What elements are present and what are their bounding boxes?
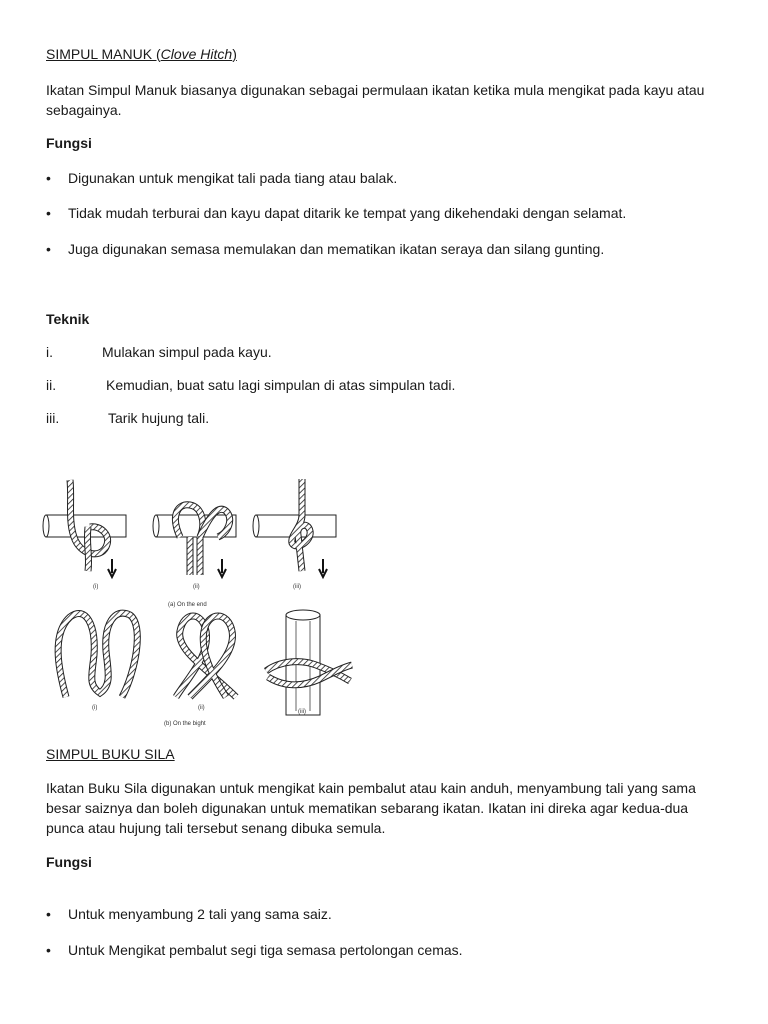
title-suffix: ) [232,46,237,62]
simpul-manuk-intro: Ikatan Simpul Manuk biasanya digunakan sebagai permulaan ikatan ketika mula mengikat pada kayu atau sebagainya. [46,82,705,118]
step-number: i. [46,344,53,360]
section-title-simpul-buku-sila: SIMPUL BUKU SILA [46,746,175,762]
fungsi-item-text: Digunakan untuk mengikat tali pada tiang atau balak. [68,170,398,186]
fig-a-label-ii: (ii) [193,584,200,590]
step-number: iii. [46,410,60,426]
fungsi-item-text: Juga digunakan semasa memulakan dan mematikan ikatan seraya dan silang gunting. [68,241,605,257]
bullet-icon: • [46,170,51,186]
knot-illustration [40,475,360,733]
fungsi-item-text: Tidak mudah terburai dan kayu dapat ditarik ke tempat yang dikehendaki dengan selamat. [68,205,627,221]
fig-a-caption: (a) On the end [168,602,207,608]
simpul-buku-sila-intro: Ikatan Buku Sila digunakan untuk mengikat kain pembalut atau kain anduh, menyambung tali yang sama besar saiznya dan boleh digunakan untuk mematikan sebarang ikatan. Ikatan ini direka agar kedua-dua punca atau hujung tali tersebut senang dibuka semula. [46,780,696,836]
bullet-icon: • [46,241,51,257]
bullet-icon: • [46,205,51,221]
fungsi-heading-2: Fungsi [46,854,92,870]
fungsi-heading-1: Fungsi [46,135,92,151]
bight-step-1-drawing [58,613,137,697]
title-prefix: SIMPUL MANUK ( [46,46,161,62]
clove-hitch-step-3-drawing [253,479,336,577]
section-title-simpul-manuk [46,46,237,62]
step-text: Kemudian, buat satu lagi simpulan di atas simpulan tadi. [106,377,456,393]
bight-step-3-drawing [266,610,352,715]
step-text: Mulakan simpul pada kayu. [102,344,272,360]
fig-b-label-i: (i) [92,705,98,711]
bight-step-2-drawing [176,616,236,697]
fungsi-item-text: Untuk menyambung 2 tali yang sama saiz. [68,906,332,922]
fig-b-label-ii: (ii) [198,705,205,711]
clove-hitch-step-2-drawing [153,505,236,577]
bullet-icon: • [46,906,51,922]
step-number: ii. [46,377,57,393]
bullet-icon: • [46,942,51,958]
fig-a-label-i: (i) [93,584,99,590]
step-text: Tarik hujung tali. [108,410,210,426]
clove-hitch-step-1-drawing [43,480,126,577]
title-italic: Clove Hitch [160,46,233,62]
fig-b-caption: (b) On the bight [164,721,206,727]
fig-b-label-iii: (iii) [298,709,306,715]
fig-a-label-iii: (iii) [293,584,301,590]
fungsi-item-text: Untuk Mengikat pembalut segi tiga semasa pertolongan cemas. [68,942,463,958]
teknik-heading: Teknik [46,311,90,327]
